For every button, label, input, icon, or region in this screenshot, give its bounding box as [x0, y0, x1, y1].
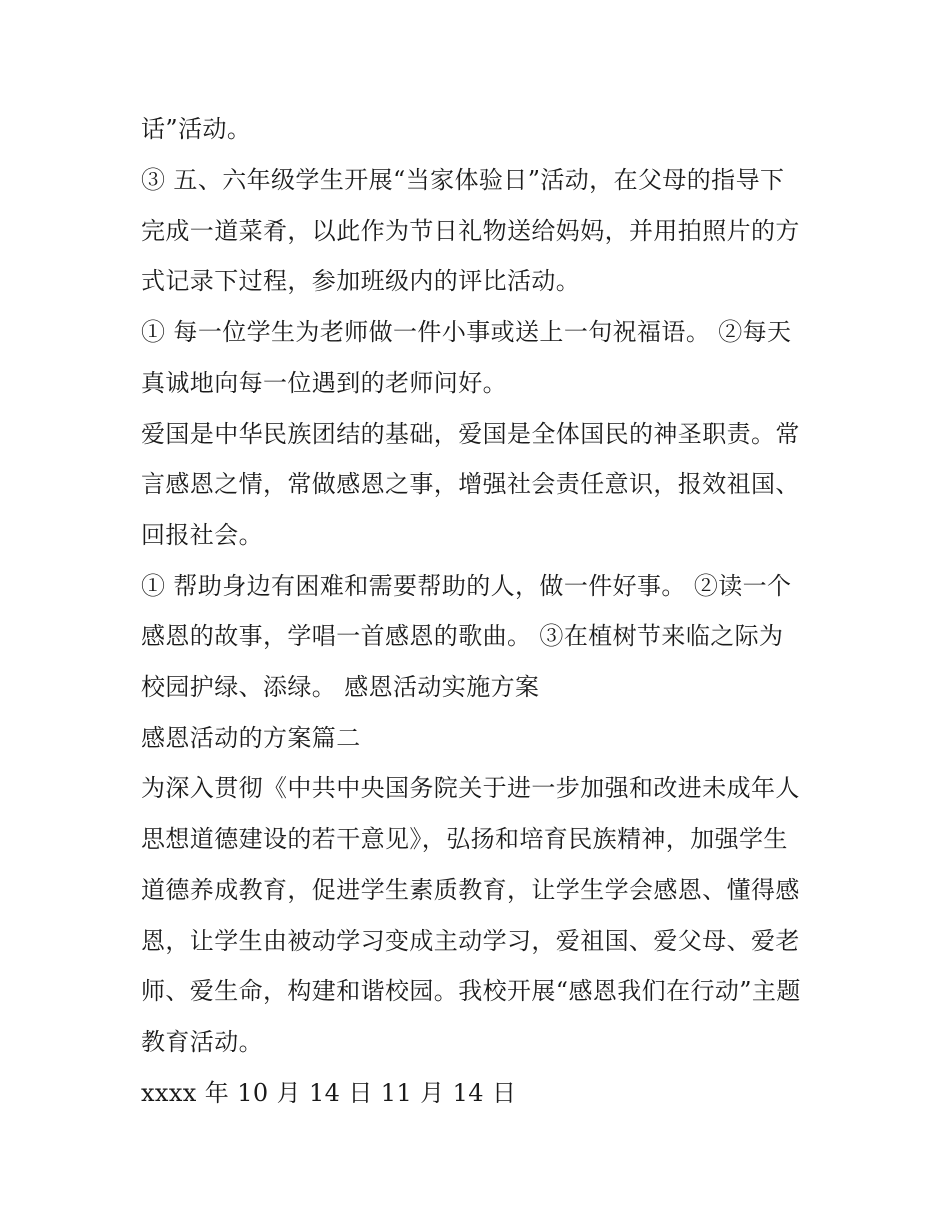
text-line: 式记录下过程，参加班级内的评比活动。 [141, 267, 581, 295]
text-line: 言感恩之情，常做感恩之事，增强社会责任意识，报效祖国、 [141, 470, 800, 498]
text-line: 校园护绿、添绿。 感恩活动实施方案 [141, 673, 540, 701]
text-line: 为深入贯彻《中共中央国务院关于进一步加强和改进未成年人 [141, 774, 800, 802]
text-line: 教育活动。 [141, 1028, 263, 1056]
date-line: xxxx 年 10 月 14 日 11 月 14 日 [141, 1079, 517, 1107]
text-line: 话”活动。 [141, 115, 252, 143]
text-line: 感恩的故事，学唱一首感恩的歌曲。 ③在植树节来临之际为 [141, 622, 784, 650]
text-line: 师、爱生命，构建和谐校园。我校开展“感恩我们在行动”主题 [141, 977, 801, 1005]
text-line: ③ 五、六年级学生开展“当家体验日”活动，在父母的指导下 [141, 166, 785, 194]
text-line: ① 每一位学生为老师做一件小事或送上一句祝福语。 ②每天 [141, 318, 792, 346]
text-line: 思想道德建设的若干意见》，弘扬和培育民族精神，加强学生 [141, 825, 788, 853]
text-line: 恩，让学生由被动学习变成主动学习，爱祖国、爱父母、爱老 [141, 927, 800, 955]
text-line: 爱国是中华民族团结的基础，爱国是全体国民的神圣职责。常 [141, 420, 800, 448]
text-line: 完成一道菜肴，以此作为节日礼物送给妈妈，并用拍照片的方 [141, 217, 800, 245]
text-line: 真诚地向每一位遇到的老师问好。 [141, 369, 507, 397]
section-heading: 感恩活动的方案篇二 [141, 724, 361, 752]
text-line: 回报社会。 [141, 521, 263, 549]
text-line: 道德养成教育，促进学生素质教育，让学生学会感恩、懂得感 [141, 876, 800, 904]
text-line: ① 帮助身边有困难和需要帮助的人，做一件好事。 ②读一个 [141, 572, 792, 600]
